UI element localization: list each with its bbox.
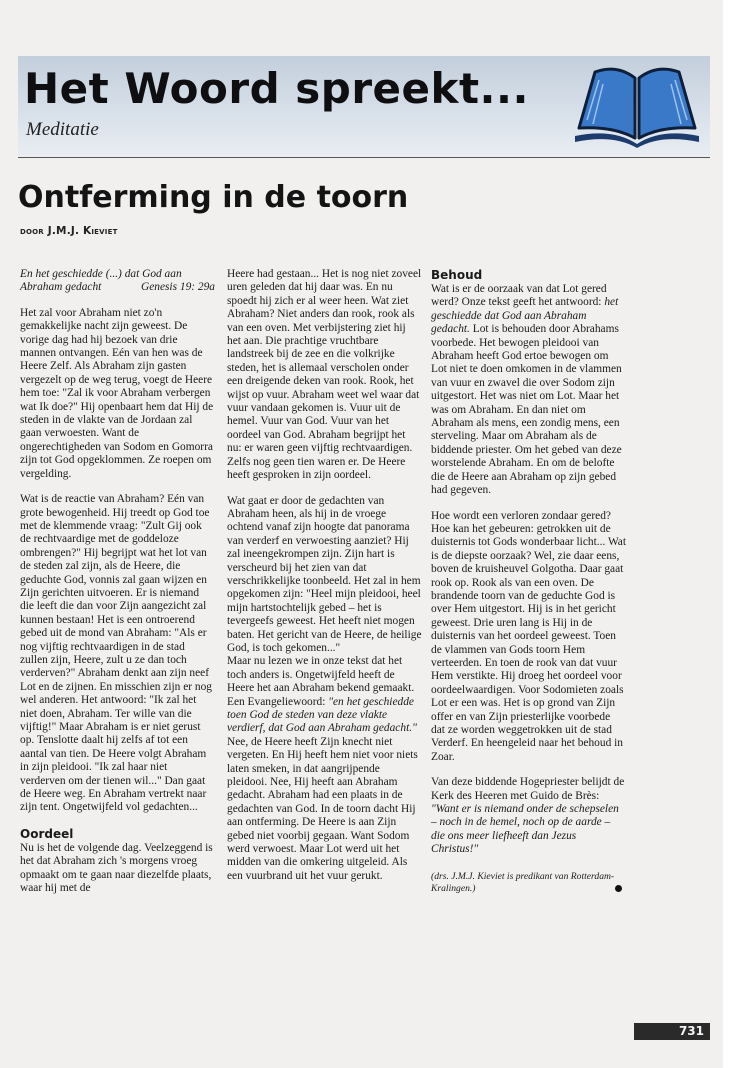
quoted-text: het geschiedde dat God aan Abraham gedacht. (431, 296, 619, 336)
motto-text: En het geschiedde (...) dat God aan Abraham gedacht (20, 268, 182, 294)
motto-reference: Genesis 19: 29a (140, 281, 215, 294)
paragraph: Wat gaat er door de gedachten van Abraham heen, als hij in de vroege ochtend vanaf zijn hoogte dat panorama van verderf en verwoesting aanziet? Hij zal ineengekrompen zijn. Zijn hart is verscheurd bij het zien van dat verschrikkelijke toonbeeld. Het zal in hem opgekomen zijn: "Heel mijn pleidooi, heel mijn hartstochtelijk gebed – het is tevergeefs geweest. Het heeft niet mogen baten. Het gericht van de Heere, de heilige God, is toch gekomen..." (227, 494, 422, 654)
text-column-3 (431, 268, 626, 895)
paragraph-text: Lot is behouden door Abrahams voorbede. Het bewogen pleidooi van Abraham heeft God ertoe bewogen om Lot niet te doen omkomen in de vlammen van vuur en zwavel die over Sodom zijn uitgestort. Het was niet om Lot. Maar het was om Abraham. En dan niet om Abraham als mens, een zondig mens, een sterveling. Maar om Abraham als de biddende priester. Om het gebed van deze worstelende Abraham. En om de belofte die de Heere aan Abraham op zijn gebed had gegeven. (431, 323, 622, 497)
page-number-bar (634, 1023, 710, 1040)
paragraph (227, 655, 422, 883)
section-banner (18, 56, 710, 156)
paragraph: Nu is het de volgende dag. Veelzeggend is het dat Abraham zich 's morgens vroeg opmaakt om te gaan naar diezelfde plaats, waar hij met de (20, 841, 213, 895)
scripture-motto (20, 268, 215, 295)
paragraph: Wat is de reactie van Abraham? Eén van grote bewogenheid. Hij treedt op God toe met de klemmende vraag: "Zult Gij ook de rechtvaardige met de goddeloze ombrengen?" Hij begrijpt wat het lot van de steden zal zijn, als de Heere, die geduchte God, vonnis zal gaan wijzen en Zijn gerichten uitvoeren. Er is niemand die leeft die dan voor Zijn aangezicht zal kunnen bestaan! Het is een ontroerend gebed uit de mond van Abraham: "Als er nog vijftig rechtvaardigen in de stad zullen zijn, Heere, zult u ze dan toch verderven?" Abraham denkt aan zijn neef Lot en de zijnen. En misschien zijn er nog wel anderen. Het antwoord: "Ik zal het niet doen, Abraham. Ter wille van die vijftig!" Maar Abraham is er niet gerust op. Tenslotte daalt hij zelfs af tot een aantal van tien. De Heere volgt Abraham in zijn pleidooi. "Ik zal haar niet verderven om der tienen wil..." Dan gaat de Heere weg. En Abraham vertrekt naar zijn tent. Ongetwijfeld vol gedachten... (20, 493, 213, 814)
page-number: 731 (678, 1024, 704, 1038)
article-byline: door J.M.J. Kieviet (20, 225, 118, 237)
text-column-2 (227, 268, 422, 895)
author-note (431, 871, 626, 895)
end-mark-icon (615, 885, 622, 892)
paragraph-text: Wat is er de oorzaak van dat Lot gered werd? Onze tekst geeft het antwoord: (431, 283, 607, 309)
banner-rule (18, 157, 710, 158)
quoted-text: "en het geschiedde toen God de steden van deze vlakte verdierf, dat God aan Abraham gedacht." (227, 695, 417, 735)
paragraph-text: Nee, de Heere heeft Zijn knecht niet vergeten. En Hij heeft hem niet voor niets laten smeken, in dat aangrijpende pleidooi. Nee, Hij heeft aan Abraham gedacht. Abraham had een plaats in de gedachten van God. In de toorn dacht Hij aan ontferming. De Heere is aan Zijn gebed niet voorbij gegaan. Want Sodom werd verwoest. Maar Lot werd uit het midden van die omkering uitgeleid. Als een vuurbrand uit het vuur gerukt. (227, 735, 418, 882)
paragraph: Heere had gestaan... Het is nog niet zoveel uren geleden dat hij daar was. En nu spoedt hij zich er al weer heen. Wat ziet Abraham? Niet anders dan rook, rook als van een oven. Met verbijstering ziet hij het aan. Die prachtige vruchtbare landstreek bij de zee en die volkrijke steden, het is allemaal verscholen onder een dreigende deken van rook. Rook, het wijst op vuur. Abraham weet wel waar dat vuur vandaan gekomen is. Vuur uit de hemel. Vuur van God. Vuur van het oordeel van God. Abraham begrijpt het nu: er waren geen vijftig rechtvaardigen. Zelfs nog geen tien waren er. De Heere heeft gesproken in zijn oordeel. (227, 268, 422, 482)
paragraph (431, 283, 626, 498)
paragraph: Het zal voor Abraham niet zo'n gemakkelijke nacht zijn geweest. De vorige dag had hij bezoek van drie mannen ontvangen. Eén van hen was de Heere Zelf. Als Abraham zijn gasten vergezelt op de weg terug, voegt de Heere hem toe: "Zal ik voor Abraham verbergen wat Ik doe?" Hij openbaart hem dat Hij de steden in de vlakte van de Jordaan zal gaan verwoesten. Want de ongerechtigheden van Sodom en Gomorra zijn tot God opgeklommen. Ze roepen om vergelding. (20, 306, 214, 480)
author-note-text: (drs. J.M.J. Kieviet is predikant van Rotterdam-Kralingen.) (431, 870, 615, 894)
paragraph: Hoe wordt een verloren zondaar gered? Hoe kan het gebeuren: getrokken uit de duisternis tot Gods wonderbaar licht... Wat is de diepste oorzaak? Wel, zie daar eens, boven de kruisheuvel Golgotha. Daar gaat rook op. Rook als van een oven. De brandende toorn van de geduchte God is over Hem uitgestort. Hij is in het gericht geweest. Drie uren lang is Hij in de duisternis van het oordeel geweest. Toen de vlammen van Gods toorn Hem verteerden. En toen de rook van dat vuur Hem verstikte. Hij droeg het oordeel voor oordeelwaardigen. Voor Sodomieten zoals Lot er een was. Het is op grond van Zijn offer en van Zijn priesterlijke voorbede dat ze worden weggetrokken uit de stad Verderf. En heengeleid naar het behoud in Zoar. (431, 509, 627, 763)
quoted-text: "Want er is niemand onder de schepselen – noch in de hemel, noch op de aarde – die ons meer liefheeft dan Jezus Christus!" (431, 803, 619, 856)
article-title: Ontferming in de toorn (18, 180, 409, 215)
text-column-1 (20, 268, 215, 907)
paragraph-text: Maar nu lezen we in onze tekst dat het toch anders is. Ongetwijfeld heeft de Heere het aan Abraham bekend gemaakt. Een Evangeliewoord: (227, 655, 415, 708)
paragraph (431, 776, 626, 856)
section-subtitle: Meditatie (26, 119, 99, 140)
section-heading: Behoud (431, 268, 483, 282)
open-book-icon (573, 58, 701, 148)
section-title: Het Woord spreekt... (24, 64, 529, 113)
paragraph-text: Van deze biddende Hogepriester belijdt de Kerk des Heeren met Guido de Brès: (431, 776, 625, 802)
section-heading: Oordeel (20, 826, 74, 841)
